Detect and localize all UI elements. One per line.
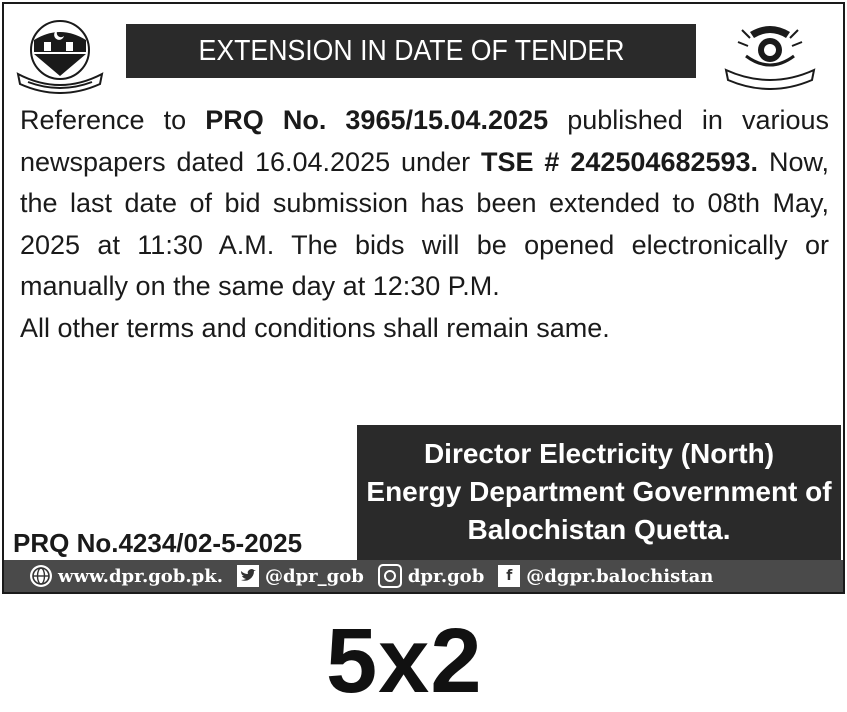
prq-reference: PRQ No. 3965/15.04.2025 — [205, 105, 549, 135]
notice-paragraph-1 — [20, 100, 829, 308]
signature-block — [357, 425, 841, 561]
body-text-segment: Reference to — [20, 105, 206, 135]
notice-paragraph-2: All other terms and conditions shall remain same. — [20, 312, 610, 343]
footer-facebook-text: @dgpr.balochistan — [526, 565, 714, 587]
footer-facebook[interactable] — [498, 565, 713, 587]
signature-line-3: Balochistan Quetta. — [467, 514, 731, 545]
instagram-icon — [378, 564, 402, 588]
notice-title — [126, 24, 696, 78]
facebook-icon: f — [498, 565, 520, 587]
prq-number: PRQ No.4234/02-5-2025 — [13, 528, 303, 558]
footer-twitter-text: @dpr_gob — [264, 565, 364, 587]
body-text-segment: Now, the last date of bid submission has been extended to 08th May, 2025 at 11:30 A.M. The bids will be opened electronically or manually on the same day at 12:30 P.M. — [20, 146, 829, 301]
signature-line-1: Director Electricity (North) — [423, 438, 775, 469]
notice-body — [20, 100, 829, 349]
footer-twitter[interactable] — [237, 565, 364, 587]
footer-website[interactable] — [30, 565, 223, 587]
notice-title-text: EXTENSION IN DATE OF TENDER — [198, 34, 624, 67]
twitter-icon — [237, 565, 259, 587]
footer-instagram-text: dpr.gob — [407, 565, 485, 587]
balochistan-emblem-left-icon — [14, 18, 106, 94]
footer-instagram[interactable] — [378, 564, 484, 588]
advertisement-frame — [2, 2, 845, 594]
dgpr-emblem-right-icon — [720, 20, 820, 90]
footer-website-text: www.dpr.gob.pk. — [58, 565, 223, 587]
tse-reference: TSE # 242504682593. — [481, 146, 759, 177]
body-text-segment: published in various newspapers dated 16.04.2025 under — [20, 105, 829, 177]
signature-line-2: Energy Department Government of — [366, 476, 832, 507]
ad-size-label: 5x2 — [326, 610, 483, 712]
globe-icon — [30, 565, 52, 587]
footer-bar — [4, 560, 843, 592]
